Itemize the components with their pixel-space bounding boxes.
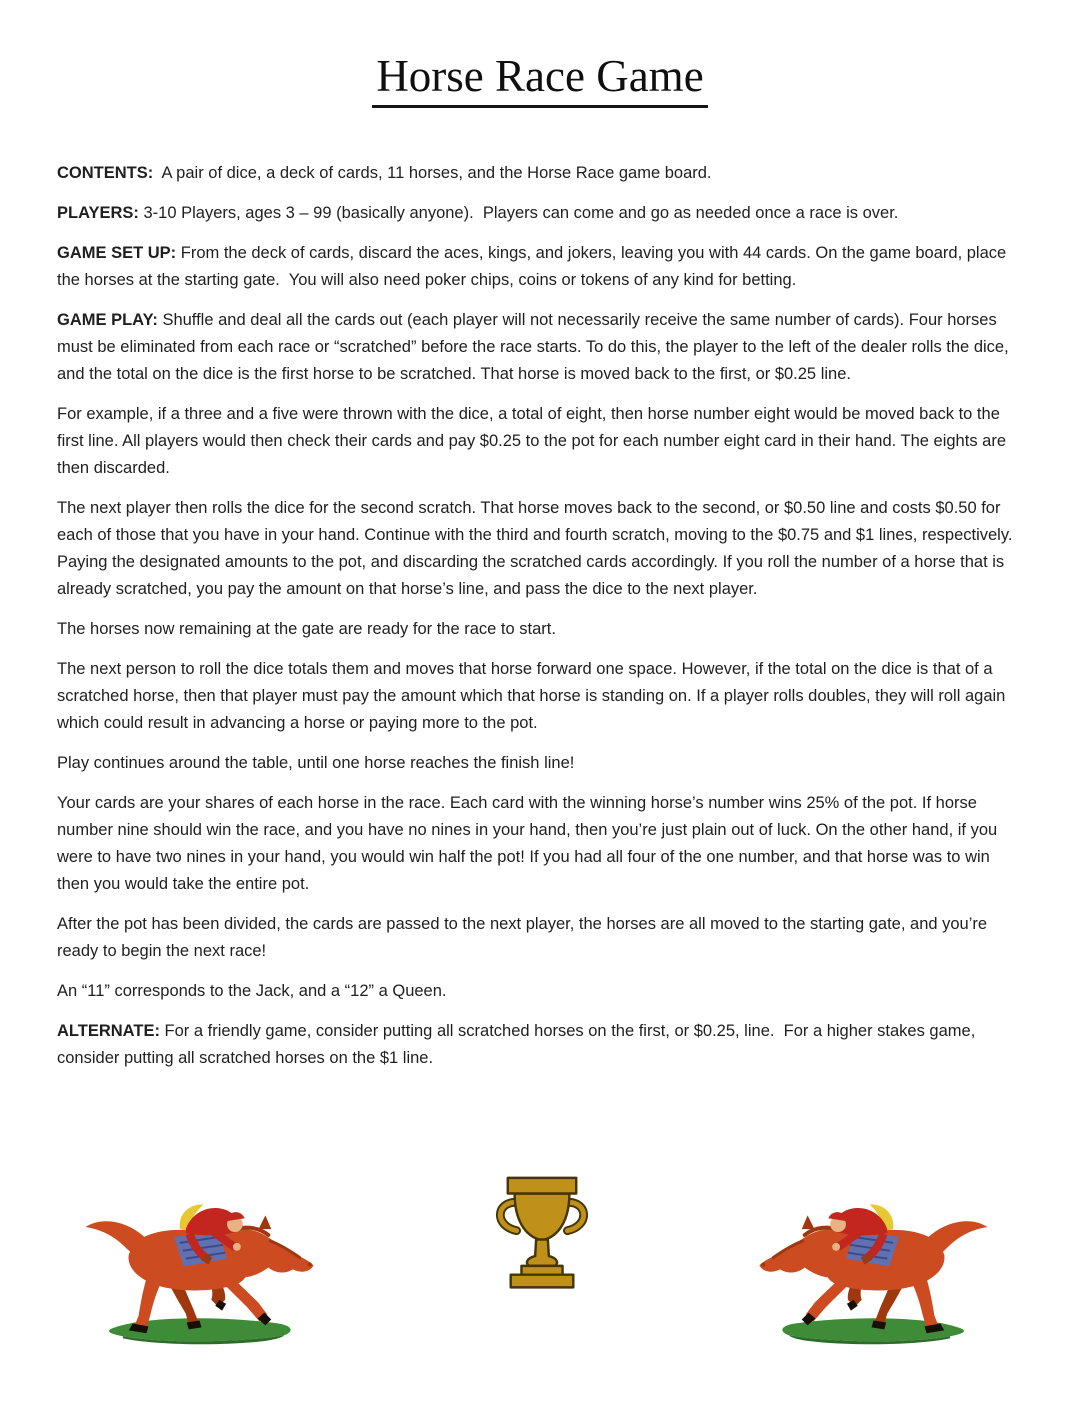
paragraph-label: GAME PLAY: — [57, 310, 158, 329]
paragraph-text: An “11” corresponds to the Jack, and a “12” a Queen. — [57, 981, 447, 1000]
paragraph-race-rolling — [57, 656, 1024, 737]
paragraph-winning-shares — [57, 790, 1024, 898]
paragraph-example — [57, 401, 1024, 482]
horse-jockey-figurine-left-facing-icon — [737, 1178, 1005, 1350]
paragraph-horses-ready — [57, 616, 1024, 643]
paragraph-text: A pair of dice, a deck of cards, 11 horses, and the Horse Race game board. — [153, 163, 712, 182]
page-title — [0, 52, 1080, 108]
paragraph-game-play — [57, 307, 1024, 388]
paragraph-text: The horses now remaining at the gate are ready for the race to start. — [57, 619, 556, 638]
paragraph-play-continues — [57, 750, 1024, 777]
footer-illustrations — [0, 1142, 1080, 1392]
paragraph-text: Play continues around the table, until one horse reaches the finish line! — [57, 753, 575, 772]
paragraph-text: The next person to roll the dice totals them and moves that horse forward one space. However, if the total on the dice is that of a scratched horse, then that player must pay the amount which that horse is standing on. If a player rolls doubles, they will roll again which could result in advancing a horse or paying more to the pot. — [57, 659, 1010, 732]
paragraph-players — [57, 200, 1024, 227]
paragraph-text: Shuffle and deal all the cards out (each player will not necessarily receive the same number of cards). Four horses must be eliminated from each race or “scratched” before the race starts. To do this, the player to the left of the dealer rolls the dice, and the total on the dice is the first horse to be scratched. That horse is moved back to the first, or $0.25 line. — [57, 310, 1014, 383]
paragraph-second-scratch — [57, 495, 1024, 603]
paragraph-alternate — [57, 1018, 1024, 1072]
paragraph-text: The next player then rolls the dice for the second scratch. That horse moves back to the second, or $0.50 line and costs $0.50 for each of those that you have in your hand. Continue with the third and fourth scratch, moving to the $0.75 and $1 lines, respectively. Paying the designated amounts to the pot, and discarding the scratched cards accordingly. If you roll the number of a horse that is already scratched, you pay the amount on that horse’s line, and pass the dice to the next player. — [57, 498, 1018, 598]
paragraph-label: CONTENTS: — [57, 163, 154, 182]
paragraph-label: PLAYERS: — [57, 203, 139, 222]
paragraph-text: After the pot has been divided, the cards are passed to the next player, the horses are all moved to the starting gate, and you’re ready to begin the next race! — [57, 914, 992, 960]
paragraph-text: Your cards are your shares of each horse in the race. Each card with the winning horse’s number wins 25% of the pot. If horse number nine should win the race, and you have no nines in your hand, then you’re just plain out of luck. On the other hand, if you were to have two nines in your hand, you would win half the pot! If you had all four of the one number, and that horse was to win then you would take the entire pot. — [57, 793, 1002, 893]
paragraph-text: 3-10 Players, ages 3 – 99 (basically anyone). Players can come and go as needed once a race is over. — [138, 203, 899, 222]
paragraph-label: ALTERNATE: — [57, 1021, 160, 1040]
paragraph-contents — [57, 160, 1024, 187]
trophy-icon — [482, 1172, 602, 1304]
page-title-text: Horse Race Game — [372, 52, 707, 108]
paragraph-text: For a friendly game, consider putting all scratched horses on the first, or $0.25, line. For a higher stakes game, consider putting all scratched horses on the $1 line. — [57, 1021, 980, 1067]
paragraph-next-race — [57, 911, 1024, 965]
title-section — [0, 0, 1080, 108]
paragraph-jack-queen — [57, 978, 1024, 1005]
paragraph-label: GAME SET UP: — [57, 243, 177, 262]
horse-jockey-figurine-right-facing-icon — [68, 1178, 336, 1350]
rules-body — [57, 160, 1024, 1072]
paragraph-game-set-up — [57, 240, 1024, 294]
paragraph-text: From the deck of cards, discard the aces, kings, and jokers, leaving you with 44 cards. On the game board, place the horses at the starting gate. You will also need poker chips, coins or tokens of any kind for betting. — [57, 243, 1011, 289]
paragraph-text: For example, if a three and a five were thrown with the dice, a total of eight, then horse number eight would be moved back to the first line. All players would then check their cards and pay $0.25 to the pot for each number eight card in their hand. The eights are then discarded. — [57, 404, 1011, 477]
